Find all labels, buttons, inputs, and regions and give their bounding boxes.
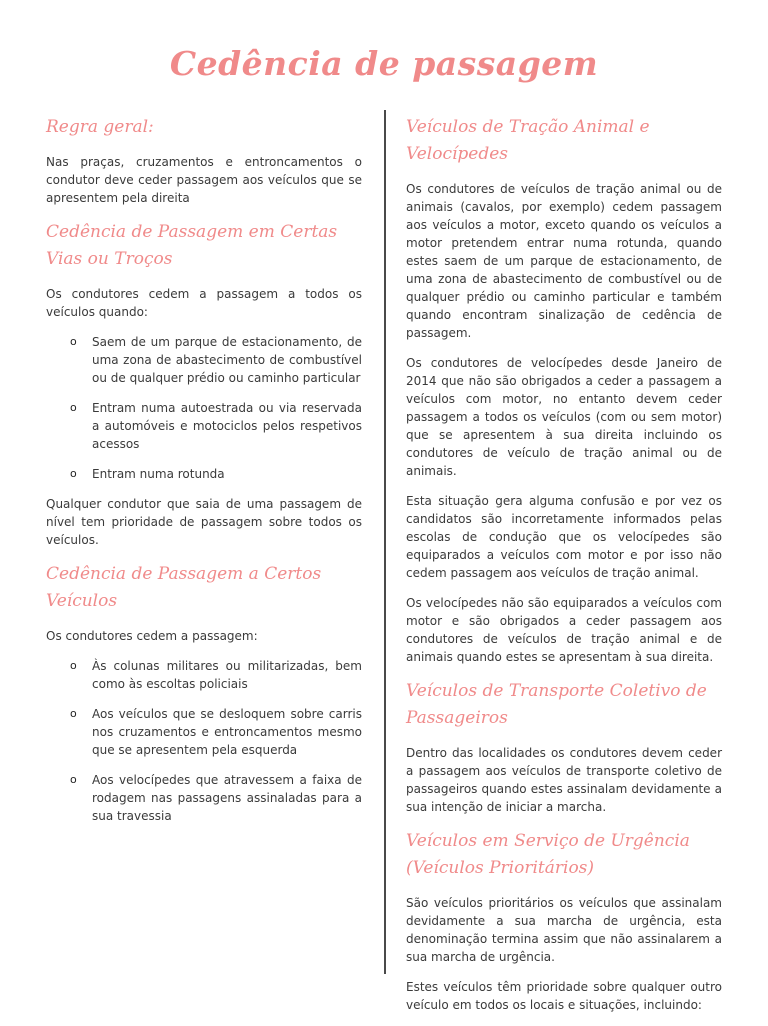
bullet-icon: o: [70, 707, 77, 720]
paragraph: Os velocípedes não são equiparados a veículos com motor e são obrigados a ceder passagem aos condutores de veículos de tração animal e de animais quando estes se apresentam à sua direita.: [406, 596, 722, 664]
bullet-list: [46, 333, 362, 483]
paragraph: Os condutores cedem a passagem:: [46, 629, 258, 643]
paragraph: São veículos prioritários os veículos que assinalam devidamente a sua marcha de urgência, esta denominação termina assim que não assinalarem a sua marcha de urgência.: [406, 896, 722, 964]
paragraph: Qualquer condutor que saia de uma passagem de nível tem prioridade de passagem sobre todos os veículos.: [46, 497, 362, 547]
right-column: [406, 114, 722, 1026]
bullet-icon: o: [70, 401, 77, 414]
paragraph: Nas praças, cruzamentos e entroncamentos o condutor deve ceder passagem aos veículos que se apresentem pela direita: [46, 155, 362, 205]
heading-servico-urgencia: Veículos em Serviço de Urgência (Veículos Prioritários): [406, 831, 690, 878]
list-item-text: Aos velocípedes que atravessem a faixa de rodagem nas passagens assinaladas para a sua travessia: [92, 773, 362, 823]
paragraph: Os condutores de veículos de tração animal ou de animais (cavalos, por exemplo) cedem passagem aos veículos a motor, exceto quando os veículos a motor pretendem entrar numa rotunda, quando estes saem de um parque de estacionamento, de uma zona de abastecimento de combustível ou de qualquer prédio ou caminho particular e também quando encontram sinalização de cedência de passagem.: [406, 182, 722, 340]
heading-regra-geral: Regra geral:: [46, 117, 154, 137]
heading-tracao-animal: Veículos de Tração Animal e Velocípedes: [406, 117, 650, 164]
paragraph: Os condutores cedem a passagem a todos os veículos quando:: [46, 287, 362, 319]
bullet-icon: o: [70, 659, 77, 672]
heading-certas-vias: Cedência de Passagem em Certas Vias ou Troços: [46, 222, 338, 269]
list-item: [46, 657, 362, 693]
heading-certos-veiculos: Cedência de Passagem a Certos Veículos: [46, 564, 322, 611]
list-item-text: Saem de um parque de estacionamento, de uma zona de abastecimento de combustível ou de qualquer prédio ou caminho particular: [92, 335, 362, 385]
paragraph: Estes veículos têm prioridade sobre qualquer outro veículo em todos os locais e situações, incluindo:: [406, 980, 722, 1012]
paragraph: Esta situação gera alguma confusão e por vez os candidatos são incorretamente informados pelas escolas de condução que os velocípedes são equiparados a veículos com motor e por isso não cedem passagem aos veículos de tração animal.: [406, 494, 722, 580]
bullet-icon: o: [70, 773, 77, 786]
list-item-text: Entram numa rotunda: [92, 467, 225, 481]
list-item-text: Às colunas militares ou militarizadas, bem como às escoltas policiais: [92, 659, 362, 691]
paragraph: Dentro das localidades os condutores devem ceder a passagem aos veículos de transporte coletivo de passageiros quando estes assinalam devidamente a sua intenção de iniciar a marcha.: [406, 746, 722, 814]
left-column: [46, 114, 362, 837]
list-item: [46, 399, 362, 453]
list-item: [46, 333, 362, 387]
paragraph: Os condutores de velocípedes desde Janeiro de 2014 que não são obrigados a ceder a passagem a veículos com motor, no entanto devem ceder passagem a todos os veículos (com ou sem motor) que se apresentem à sua direita incluindo os condutores de veículo de tração animal ou de animais.: [406, 356, 722, 478]
bullet-icon: o: [70, 335, 77, 348]
page-title: Cedência de passagem: [169, 44, 599, 83]
heading-transporte-coletivo: Veículos de Transporte Coletivo de Passageiros: [406, 681, 707, 728]
list-item: [46, 771, 362, 825]
bullet-list: [46, 657, 362, 825]
list-item-text: Entram numa autoestrada ou via reservada a automóveis e motociclos pelos respetivos acessos: [92, 401, 362, 451]
list-item-text: Aos veículos que se desloquem sobre carris nos cruzamentos e entroncamentos mesmo que se apresentem pela esquerda: [92, 707, 362, 757]
column-divider: [384, 110, 386, 974]
bullet-icon: o: [70, 467, 77, 480]
list-item: [46, 465, 362, 483]
list-item: [46, 705, 362, 759]
